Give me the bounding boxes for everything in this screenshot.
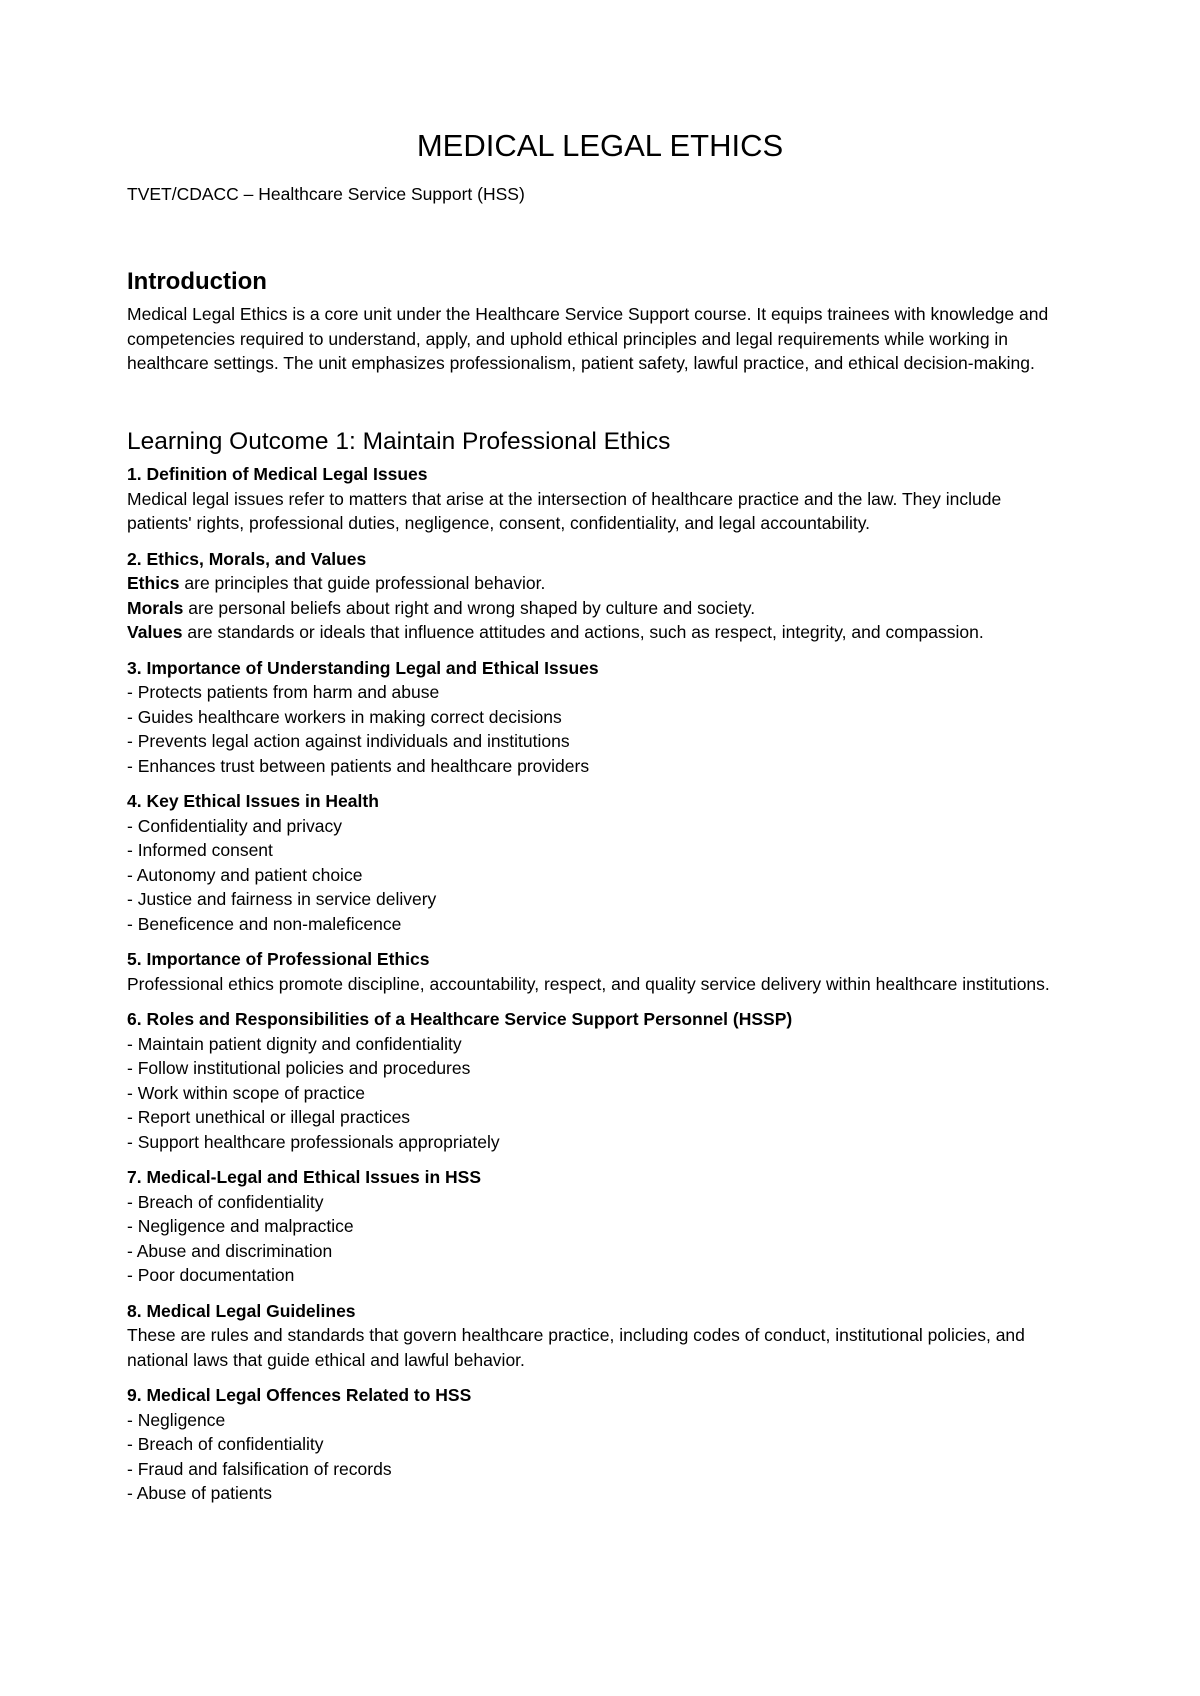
morals-term: Morals xyxy=(127,597,184,618)
values-definition xyxy=(127,620,1067,645)
list-item: - Beneficence and non-maleficence xyxy=(127,913,402,934)
ethics-term: Ethics xyxy=(127,573,180,593)
section-definition xyxy=(127,462,1067,536)
section-guidelines xyxy=(127,1299,1067,1373)
list-item: - Support healthcare professionals appropriately xyxy=(127,1131,500,1152)
list-item: - Abuse of patients xyxy=(127,1483,272,1503)
section-title: 5. Importance of Professional Ethics xyxy=(127,949,430,969)
list-item: - Confidentiality and privacy xyxy=(127,815,342,836)
learning-outcome-heading: Learning Outcome 1: Maintain Professional Ethics xyxy=(127,428,671,455)
list-item: - Autonomy and patient choice xyxy=(127,864,363,885)
section-text: These are rules and standards that govern healthcare practice, including codes of conduct, institutional policies, and national laws that guide ethical and lawful behavior. xyxy=(127,1325,1025,1370)
list-item: - Negligence and malpractice xyxy=(127,1216,354,1236)
list-item: - Breach of confidentiality xyxy=(127,1191,324,1212)
section-ethics-morals-values xyxy=(127,547,1067,645)
section-importance-understanding xyxy=(127,656,1067,779)
values-term: Values xyxy=(127,622,183,642)
values-text: are standards or ideals that influence attitudes and actions, such as respect, integrity, and compassion. xyxy=(182,622,984,642)
section-text: Medical legal issues refer to matters that arise at the intersection of healthcare practice and the law. They include patients' rights, professional duties, negligence, consent, confidentiality, and legal accountability. xyxy=(127,488,1002,533)
list-item: - Informed consent xyxy=(127,840,273,860)
section-title: 6. Roles and Responsibilities of a Healthcare Service Support Personnel (HSSP) xyxy=(127,1009,793,1029)
section-key-ethical-issues xyxy=(127,789,1067,936)
section-offences xyxy=(127,1383,1067,1506)
introduction-heading: Introduction xyxy=(127,268,267,295)
list-item: - Abuse and discrimination xyxy=(127,1240,333,1261)
section-title: 2. Ethics, Morals, and Values xyxy=(127,548,367,569)
list-item: - Report unethical or illegal practices xyxy=(127,1107,411,1127)
list-item: - Follow institutional policies and procedures xyxy=(127,1058,471,1078)
section-title: 7. Medical-Legal and Ethical Issues in HSS xyxy=(127,1167,481,1187)
section-roles-responsibilities xyxy=(127,1007,1067,1154)
document-subtitle: TVET/CDACC – Healthcare Service Support (HSS) xyxy=(127,184,525,204)
section-professional-ethics xyxy=(127,947,1067,996)
list-item: - Negligence xyxy=(127,1409,226,1430)
list-item: - Enhances trust between patients and healthcare providers xyxy=(127,755,590,776)
list-item: - Breach of confidentiality xyxy=(127,1434,324,1454)
document-title: MEDICAL LEGAL ETHICS xyxy=(416,128,784,163)
list-item: - Work within scope of practice xyxy=(127,1082,365,1103)
list-item: - Protects patients from harm and abuse xyxy=(127,682,440,702)
list-item: - Guides healthcare workers in making correct decisions xyxy=(127,706,562,727)
section-title: 1. Definition of Medical Legal Issues xyxy=(127,464,428,484)
ethics-definition xyxy=(127,571,1067,596)
section-title: 3. Importance of Understanding Legal and Ethical Issues xyxy=(127,657,599,678)
section-medical-legal-issues-hss xyxy=(127,1165,1067,1288)
list-item: - Fraud and falsification of records xyxy=(127,1458,392,1479)
morals-text: are personal beliefs about right and wrong shaped by culture and society. xyxy=(183,597,756,618)
list-item: - Poor documentation xyxy=(127,1265,295,1285)
list-item: - Justice and fairness in service delivery xyxy=(127,889,437,909)
introduction-text: Medical Legal Ethics is a core unit under the Healthcare Service Support course. It equips trainees with knowledge and competencies required to understand, apply, and uphold ethical principles and legal requirements while working in healthcare settings. The unit emphasizes professionalism, patient safety, lawful practice, and ethical decision-making. xyxy=(127,304,1049,374)
list-item: - Maintain patient dignity and confidentiality xyxy=(127,1033,462,1054)
section-title: 4. Key Ethical Issues in Health xyxy=(127,791,379,811)
section-title: 9. Medical Legal Offences Related to HSS xyxy=(127,1385,472,1405)
morals-definition xyxy=(127,596,1067,621)
sections-container xyxy=(127,462,1067,1517)
ethics-text: are principles that guide professional behavior. xyxy=(179,573,546,593)
list-item: - Prevents legal action against individuals and institutions xyxy=(127,731,570,751)
section-text: Professional ethics promote discipline, accountability, respect, and quality service delivery within healthcare institutions. xyxy=(127,973,1050,994)
section-title: 8. Medical Legal Guidelines xyxy=(127,1300,356,1321)
